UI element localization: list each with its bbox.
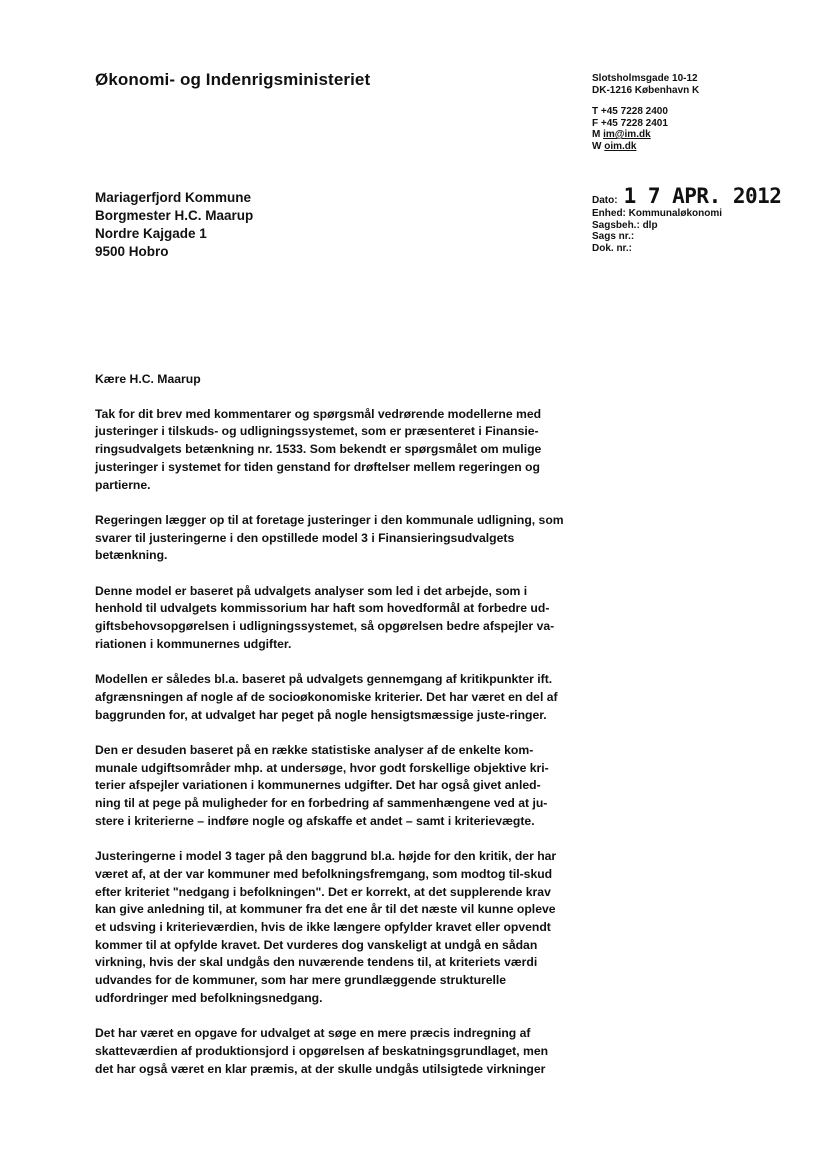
- date-label: Dato:: [592, 194, 618, 206]
- sender-web-prefix: W: [592, 140, 605, 152]
- sender-address-line2: DK-1216 København K: [592, 84, 700, 96]
- sender-address-line1: Slotsholmsgade 10-12: [592, 73, 698, 84]
- paragraph: Det har været en opgave for udvalget at søge en mere præcis indregning af skatteværdien af produktionsjord i opgørelsen af beskatningsgrundlaget, men det har også været en klar præmis, at der skulle undgås utilsigtede virkninger: [95, 1026, 549, 1076]
- date-stamp: 1 7 APR. 2012: [623, 184, 782, 208]
- case-meta-block: [592, 186, 822, 254]
- recipient-block: [95, 189, 253, 261]
- document-number-line: Dok. nr.:: [592, 242, 633, 254]
- paragraph: Tak for dit brev med kommentarer og spørgsmål vedrørende modellerne med justeringer i tilskuds- og udligningssystemet, som er præsenteret i Finansie-ringsudvalgets betænkning nr. 1533. Som bekendt er spørgsmålet om mulige justeringer i systemet for tiden genstand for drøftelser mellem regeringen og partierne.: [95, 406, 542, 492]
- sender-mail-link[interactable]: im@im.dk: [603, 129, 651, 140]
- sender-fax: F +45 7228 2401: [592, 117, 668, 129]
- recipient-line2: Borgmester H.C. Maarup: [95, 208, 254, 223]
- sender-phone: T +45 7228 2400: [592, 106, 668, 117]
- paragraph: Regeringen lægger op til at foretage justeringer i den kommunale udligning, som svarer til justeringerne i den opstillede model 3 i Finansieringsudvalgets betænkning.: [95, 512, 564, 563]
- sender-mail-prefix: M: [592, 129, 604, 140]
- paragraph: Modellen er således bl.a. baseret på udvalgets gennemgang af kritikpunkter ift. afgrænsningen af nogle af de socioøkonomiske kriterier. Det har været en del af baggrunden for, at udvalget har peget på nogle hensigtsmæssige juste-ringer.: [95, 672, 558, 722]
- case-handler-line: Sagsbeh.: dlp: [592, 219, 658, 231]
- recipient-line4: 9500 Hobro: [95, 244, 169, 259]
- sender-web-link[interactable]: oim.dk: [604, 140, 637, 152]
- paragraph: Justeringerne i model 3 tager på den baggrund bl.a. højde for den kritik, der har været af, at der var kommuner med befolkningsfremgang, som modtog til-skud efter kriteriet "nedgang i befolkningen". Det er korrekt, at det supplerende krav kan give anledning til, at kommuner fra det ene år til det næste vil kunne opleve et udsving i kriterieværdien, hvis de ikke længere opfylder kravet eller opvendt kommer til at opfylde kravet. Det vurderes dog vanskeligt at undgå en sådan virkning, hvis der skal undgås den nuværende tendens til, at kriteriets værdi udvandes for de kommuner, som har mere grundlæggende strukturelle udfordringer med befolkningsnedgang.: [95, 849, 557, 1005]
- letter-body: [95, 371, 565, 1096]
- paragraph: Denne model er baseret på udvalgets analyser som led i det arbejde, som i henhold til udvalgets kommissorium har haft som hovedformål at forbedre ud-giftsbehovsopgørelsen i udligningssystemet, så opgørelsen bedre afspejler va-riationen i kommunernes udgifter.: [95, 583, 555, 651]
- sender-web-line: [592, 141, 812, 153]
- unit-line: Enhed: Kommunaløkonomi: [592, 208, 722, 219]
- sender-address: [592, 73, 812, 96]
- recipient-line3: Nordre Kajgade 1: [95, 226, 207, 241]
- ministry-title: Økonomi- og Indenrigsministeriet: [95, 70, 371, 89]
- case-number-line: Sags nr.:: [592, 231, 635, 242]
- paragraph: Den er desuden baseret på en række statistiske analyser af de enkelte kom-munale udgiftsområder mhp. at undersøge, hvor godt forskellige objektive kri-terier afspejler variationen i kommunernes udgifter. Det har også givet anled-ning til at pege på muligheder for en forbedring af sammenhængene ved at ju-stere i kriterierne – indføre nogle og afskaffe et andet – samt i kriterievægte.: [95, 743, 549, 828]
- date-line: [592, 186, 822, 206]
- sender-mail-line: [592, 129, 812, 141]
- sender-block: [592, 73, 812, 152]
- salutation: Kære H.C. Maarup: [95, 372, 201, 386]
- recipient-line1: Mariagerfjord Kommune: [95, 190, 252, 205]
